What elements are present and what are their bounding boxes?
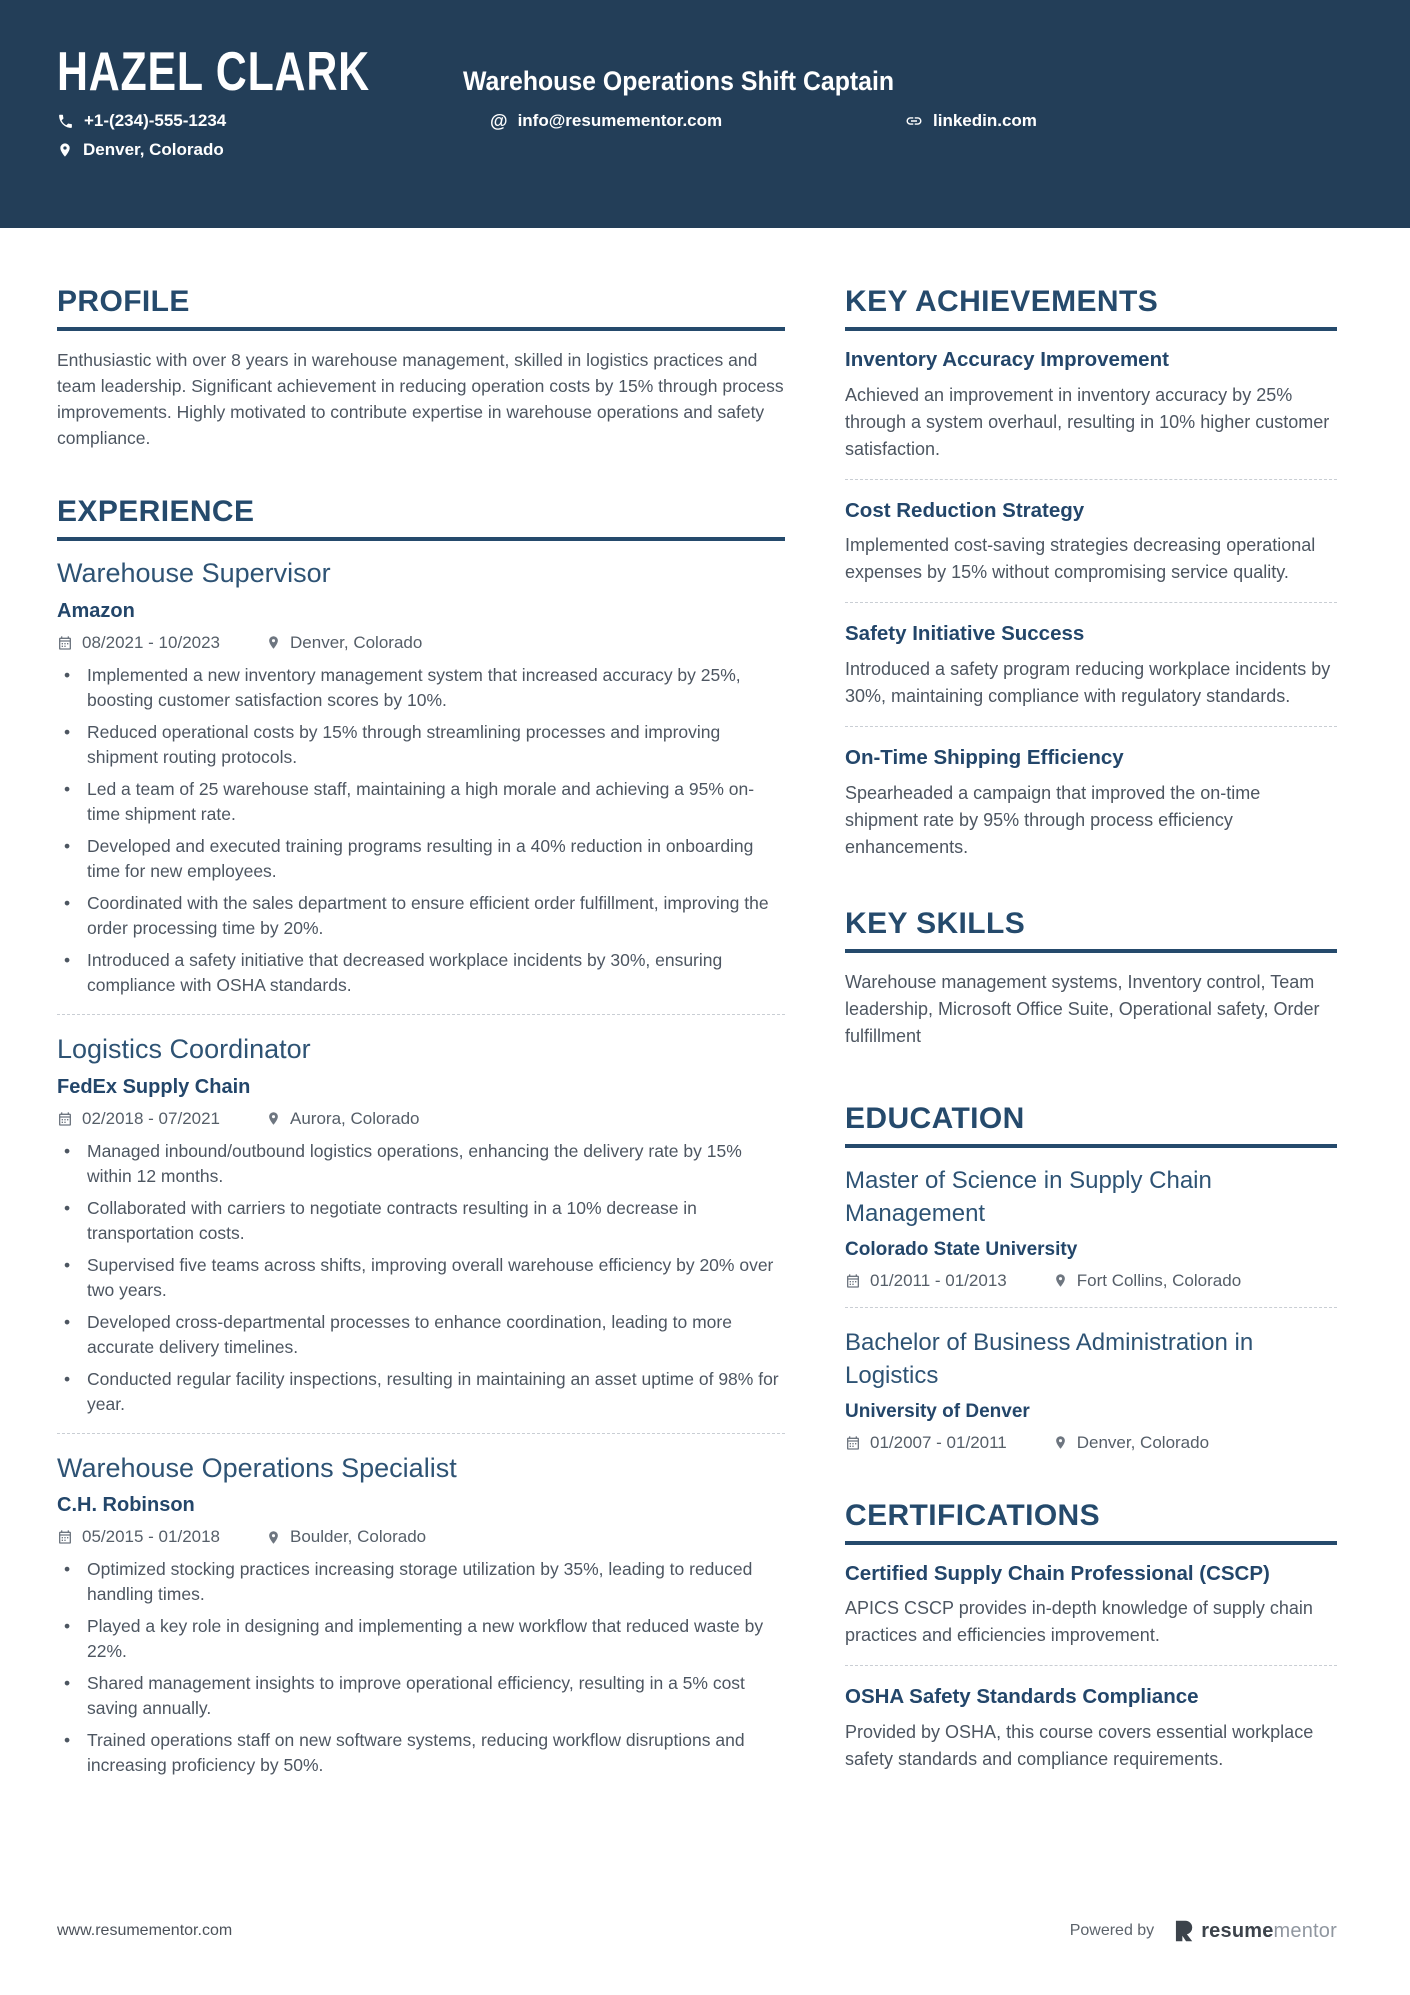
- achievements-section: [845, 285, 1337, 861]
- phone-contact[interactable]: [57, 111, 490, 131]
- profile-section: [57, 285, 785, 451]
- location-icon: [1053, 1273, 1068, 1288]
- at-icon: @: [490, 111, 508, 131]
- link-icon: [905, 112, 923, 130]
- dashed-divider: [845, 1665, 1337, 1666]
- education-location: [1053, 1271, 1241, 1291]
- bullet-item: • Collaborated with carriers to negotiate contracts resulting in a 10% decrease in transportation costs.: [57, 1196, 785, 1246]
- education-dates: [845, 1271, 1007, 1291]
- education-section: [845, 1102, 1337, 1453]
- dashed-divider: [57, 1014, 785, 1015]
- school-name: University of Denver: [845, 1400, 1030, 1422]
- skills-section: [845, 907, 1337, 1050]
- job-title: Warehouse Supervisor: [57, 558, 331, 588]
- job-location: [266, 1109, 419, 1129]
- logo-text-bold: resume: [1201, 1919, 1274, 1942]
- candidate-name: HAZEL CLARK: [57, 40, 370, 102]
- bullet-item: • Developed and executed training programs resulting in a 40% reduction in onboarding time for new employees.: [57, 834, 785, 884]
- job-location: [266, 633, 422, 653]
- logo-text-light: mentor: [1273, 1919, 1337, 1942]
- job-dates: [57, 633, 220, 653]
- experience-section: [57, 495, 785, 1778]
- achievement-item: [845, 498, 1337, 587]
- job-location-text: Aurora, Colorado: [290, 1108, 420, 1128]
- skills-text: Warehouse management systems, Inventory control, Team leadership, Microsoft Office Suite, Operational safety, Order fulfillment: [845, 971, 1320, 1046]
- skills-heading: KEY SKILLS: [845, 907, 1337, 953]
- email-contact[interactable]: [490, 111, 905, 131]
- bullet-item: • Played a key role in designing and implementing a new workflow that reduced waste by 22%.: [57, 1614, 785, 1664]
- job-title: Warehouse Operations Specialist: [57, 1452, 457, 1483]
- calendar-icon: [845, 1435, 861, 1451]
- certification-item: [845, 1561, 1337, 1650]
- dashed-divider: [57, 1433, 785, 1434]
- powered-by-label: Powered by: [1069, 1922, 1155, 1939]
- job-meta: [57, 1109, 785, 1129]
- email-text: info@resumementor.com: [517, 111, 723, 130]
- job-dates: [57, 1109, 220, 1129]
- calendar-icon: [57, 1111, 73, 1127]
- certification-item: [845, 1684, 1337, 1773]
- location-icon: [266, 1111, 281, 1126]
- education-item: [845, 1164, 1337, 1291]
- job-title: Logistics Coordinator: [57, 1033, 311, 1064]
- calendar-icon: [845, 1273, 861, 1289]
- job-entry: [57, 1452, 785, 1779]
- calendar-icon: [57, 635, 73, 651]
- phone-icon: [57, 113, 74, 130]
- location-contact: [57, 140, 490, 160]
- certification-title: Certified Supply Chain Professional (CSCP): [845, 1561, 1270, 1585]
- certification-text: Provided by OSHA, this course covers essential workplace safety standards and compliance requirements.: [845, 1721, 1314, 1769]
- job-dates-text: 05/2015 - 01/2018: [82, 1527, 221, 1547]
- contact-bar: [57, 111, 1337, 160]
- job-meta: [57, 633, 785, 653]
- job-bullets: [57, 663, 785, 998]
- location-text: Denver, Colorado: [83, 140, 224, 159]
- dashed-divider: [845, 602, 1337, 603]
- achievement-text: Spearheaded a campaign that improved the on-time shipment rate by 95% through process efficiency enhancements.: [845, 782, 1261, 857]
- profile-heading: PROFILE: [57, 285, 785, 331]
- achievement-item: [845, 621, 1337, 710]
- education-dates-text: 01/2011 - 01/2013: [870, 1270, 1007, 1290]
- education-item: [845, 1326, 1337, 1453]
- education-dates-text: 01/2007 - 01/2011: [870, 1432, 1007, 1452]
- left-column: [57, 285, 785, 1785]
- achievement-title: Safety Initiative Success: [845, 622, 1085, 646]
- bullet-item: • Managed inbound/outbound logistics operations, enhancing the delivery rate by 15% within 12 months.: [57, 1139, 785, 1189]
- achievement-text: Implemented cost-saving strategies decreasing operational expenses by 15% without compromising service quality.: [845, 535, 1316, 583]
- degree-title: Bachelor of Business Administration in Logistics: [845, 1328, 1254, 1389]
- content: [0, 228, 1410, 1785]
- job-location-text: Boulder, Colorado: [290, 1527, 427, 1547]
- bullet-item: • Coordinated with the sales department to ensure efficient order fulfillment, improving the order processing time by 20%.: [57, 891, 785, 941]
- experience-heading: EXPERIENCE: [57, 495, 785, 541]
- job-entry: [57, 557, 785, 998]
- achievements-heading: KEY ACHIEVEMENTS: [845, 285, 1337, 331]
- job-company: C.H. Robinson: [57, 1494, 195, 1517]
- achievement-title: Inventory Accuracy Improvement: [845, 348, 1169, 371]
- certification-title: OSHA Safety Standards Compliance: [845, 1685, 1199, 1709]
- education-heading: EDUCATION: [845, 1102, 1337, 1148]
- location-icon: [266, 1530, 281, 1545]
- job-dates-text: 02/2018 - 07/2021: [82, 1108, 221, 1128]
- degree-title: Master of Science in Supply Chain Management: [845, 1166, 1212, 1227]
- education-location-text: Denver, Colorado: [1076, 1432, 1210, 1452]
- job-bullets: [57, 1139, 785, 1417]
- dashed-divider: [845, 479, 1337, 480]
- job-dates-text: 08/2021 - 10/2023: [82, 632, 221, 652]
- location-icon: [1053, 1435, 1068, 1450]
- linkedin-text: linkedin.com: [933, 111, 1037, 130]
- location-icon: [57, 142, 73, 158]
- location-icon: [266, 635, 281, 650]
- achievement-item: [845, 745, 1337, 861]
- job-company: FedEx Supply Chain: [57, 1075, 251, 1098]
- dashed-divider: [845, 1307, 1337, 1308]
- education-meta: [845, 1271, 1337, 1291]
- achievement-text: Achieved an improvement in inventory accuracy by 25% through a system overhaul, resulting in 10% higher customer satisfaction.: [845, 384, 1330, 459]
- dashed-divider: [845, 726, 1337, 727]
- job-meta: [57, 1527, 785, 1547]
- logo-text: [1201, 1920, 1337, 1943]
- candidate-job-title: Warehouse Operations Shift Captain: [462, 66, 894, 96]
- achievement-text: Introduced a safety program reducing workplace incidents by 30%, maintaining compliance with regulatory standards.: [845, 658, 1331, 706]
- bullet-item: • Led a team of 25 warehouse staff, maintaining a high morale and achieving a 95% on-time shipment rate.: [57, 777, 785, 827]
- bullet-item: • Implemented a new inventory management system that increased accuracy by 25%, boosting customer satisfaction scores by 10%.: [57, 663, 785, 713]
- certifications-section: [845, 1499, 1337, 1773]
- bullet-item: • Developed cross-departmental processes to enhance coordination, leading to more accurate delivery timelines.: [57, 1310, 785, 1360]
- job-location-text: Denver, Colorado: [290, 632, 423, 652]
- education-dates: [845, 1433, 1007, 1453]
- education-meta: [845, 1433, 1337, 1453]
- resumementor-logo-icon: [1174, 1919, 1195, 1943]
- resumementor-logo[interactable]: [1174, 1919, 1337, 1943]
- bullet-item: • Optimized stocking practices increasing storage utilization by 35%, leading to reduced handling times.: [57, 1557, 785, 1607]
- education-location-text: Fort Collins, Colorado: [1076, 1270, 1242, 1290]
- calendar-icon: [57, 1529, 73, 1545]
- header: [0, 0, 1410, 228]
- bullet-item: • Supervised five teams across shifts, improving overall warehouse efficiency by 20% over two years.: [57, 1253, 785, 1303]
- bullet-item: • Shared management insights to improve operational efficiency, resulting in a 5% cost saving annually.: [57, 1671, 785, 1721]
- job-company: Amazon: [57, 599, 135, 622]
- footer-branding: [1070, 1919, 1337, 1943]
- school-name: Colorado State University: [845, 1238, 1078, 1260]
- education-location: [1053, 1433, 1209, 1453]
- right-column: [845, 285, 1337, 1785]
- footer-website-link[interactable]: www.resumementor.com: [57, 1922, 233, 1939]
- bullet-item: • Introduced a safety initiative that decreased workplace incidents by 30%, ensuring compliance with OSHA standards.: [57, 948, 785, 998]
- bullet-item: • Trained operations staff on new software systems, reducing workflow disruptions and increasing proficiency by 50%.: [57, 1728, 785, 1778]
- job-bullets: [57, 1557, 785, 1778]
- achievement-title: Cost Reduction Strategy: [845, 498, 1085, 522]
- certification-text: APICS CSCP provides in-depth knowledge of supply chain practices and efficiencies improvement.: [845, 1598, 1313, 1646]
- certifications-heading: CERTIFICATIONS: [845, 1499, 1337, 1545]
- achievement-title: On-Time Shipping Efficiency: [845, 745, 1124, 769]
- achievement-item: [845, 347, 1337, 463]
- phone-text: +1-(234)-555-1234: [84, 111, 227, 130]
- bullet-item: • Reduced operational costs by 15% through streamlining processes and improving shipment routing protocols.: [57, 720, 785, 770]
- linkedin-contact[interactable]: [905, 111, 1337, 131]
- job-dates: [57, 1527, 220, 1547]
- bullet-item: • Conducted regular facility inspections, resulting in maintaining an asset uptime of 98% for year.: [57, 1367, 785, 1417]
- job-entry: [57, 1033, 785, 1417]
- footer: [57, 1919, 1337, 1943]
- job-location: [266, 1527, 426, 1547]
- column-gap: [785, 285, 845, 1785]
- profile-text: Enthusiastic with over 8 years in warehouse management, skilled in logistics practices and team leadership. Significant achievement in reducing operation costs by 15% through process improvements. Highly motivated to contribute expertise in warehouse operations and safety compliance.: [57, 350, 784, 448]
